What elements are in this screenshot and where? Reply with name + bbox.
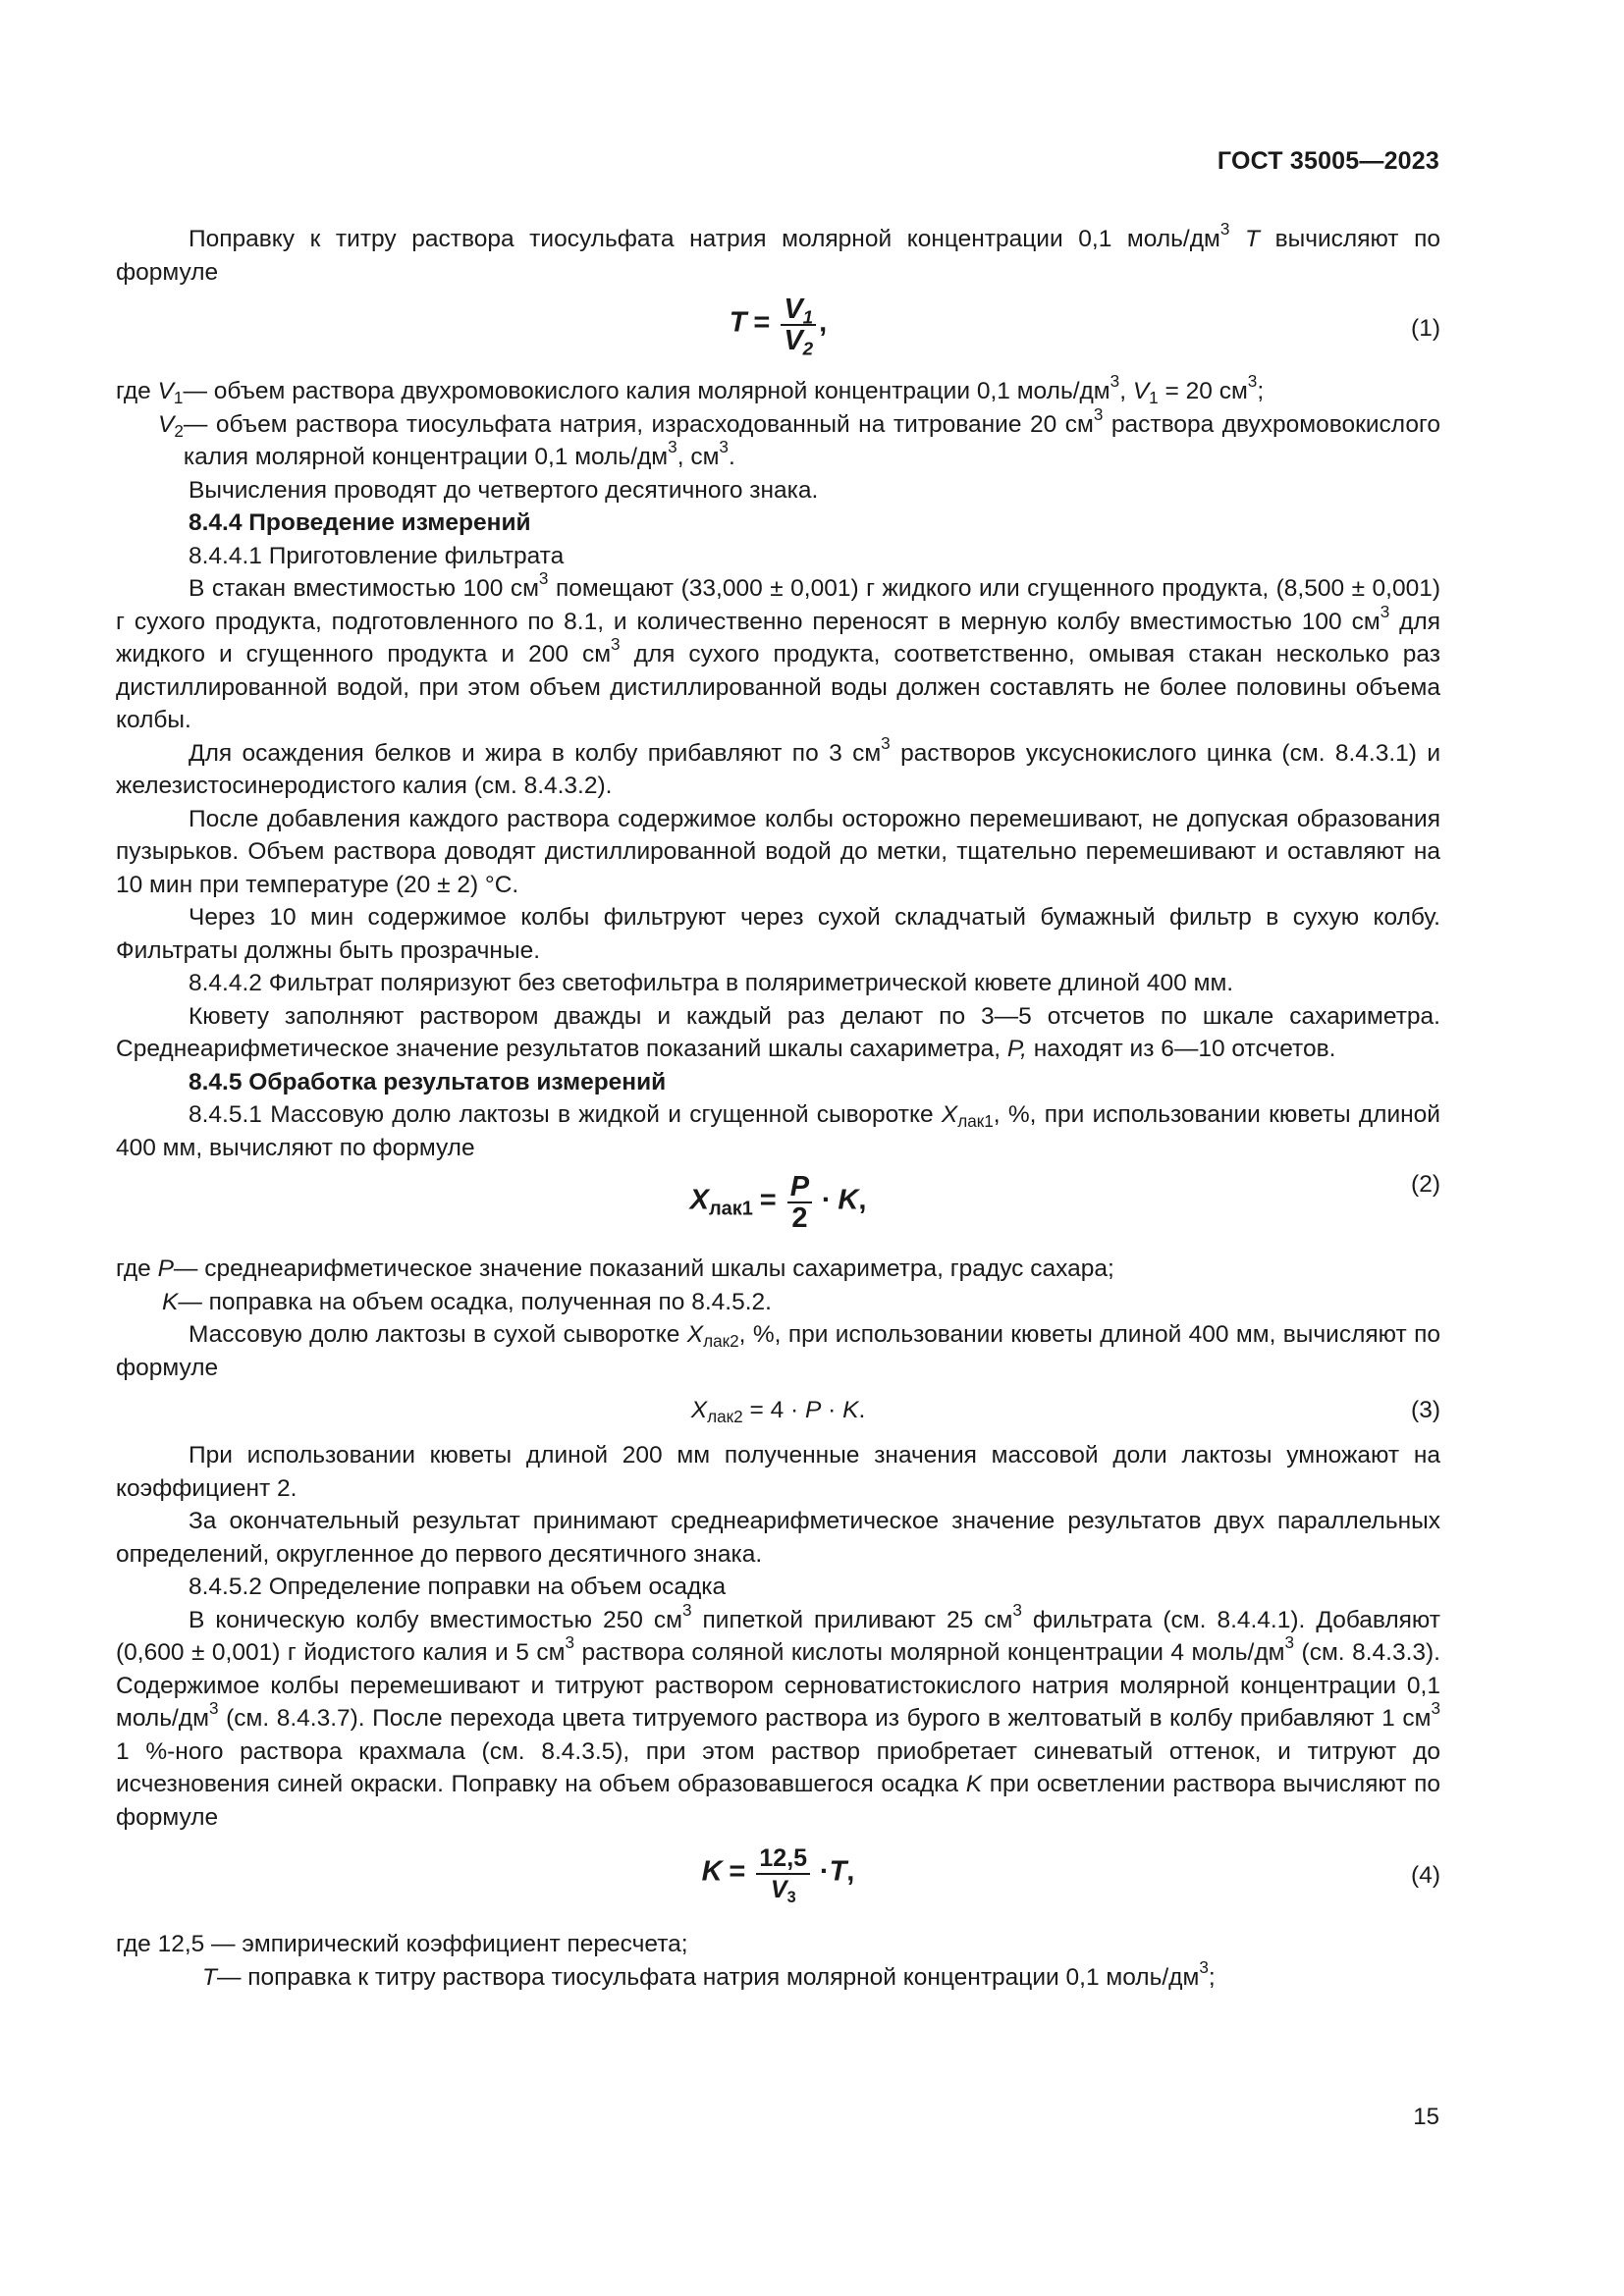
calc-note: Вычисления проводят до четвертого десятичного знака.	[189, 476, 819, 504]
where-4: где 12,5 — эмпирический коэффициент пересчета; T — поправка к титру раствора тиосульфата натрия молярной концентрации 0,1 моль/$дм^3$;	[116, 1931, 1216, 1991]
formula-3: $X_{лак2} = 4 \cdot P \cdot K$. (3)	[116, 1384, 1440, 1439]
paragraph-cuvette: Кювету заполняют раствором дважды и каждый раз делают по 3—5 отсчетов по шкале сахариметра. Среднеарифметическое значение результатов показаний шкалы сахариметра, P, находят из 6—10 отсчетов.	[116, 1002, 1440, 1062]
page-number: 15	[1413, 2104, 1439, 2130]
formula-1: T = $\frac{V_1}{V_2}$ , (1)	[729, 294, 1440, 359]
paragraph-dry-whey: Массовую долю лактозы в сухой сыворотке $X_{лак2}$, %, при использовании кюветы длиной 400 мм, вычисляют по формуле	[116, 1321, 1441, 1381]
subheading-8-4-5-2: 8.4.5.2 Определение поправки на объем осадка	[189, 1574, 727, 1600]
paragraph-final-result: За окончательный результат принимают среднеарифметическое значение результатов двух параллельных определений, округленное до первого десятичного знака.	[116, 1508, 1440, 1568]
formula-4-label: (4)	[1411, 1862, 1440, 1889]
where-1: где $V_1$ — объем раствора двухромовокислого калия молярной концентрации 0,1 моль/$дм^3$, $V_1 = 20$ $см^3$; $V_2$ — объем раствора тиосульфата натрия, израсходованный на титрование 20 $см^3$ раствора двухромовокислого калия молярной концентрации 0,1 моль/$дм^3$, $см^3$.	[116, 371, 1440, 470]
formula-1-label: (1)	[1411, 315, 1440, 342]
subheading-8-4-4-1: 8.4.4.1 Приготовление фильтрата	[189, 542, 565, 569]
paragraph-filtering: Через 10 мин содержимое колбы фильтруют через сухой складчатый бумажный фильтр в сухую колбу. Фильтраты должны быть прозрачные.	[116, 904, 1440, 964]
formula-2: $X_{лак1}$ = $\frac{P}{2}$ · K, (2)	[116, 1164, 1440, 1253]
formula-2-label: (2)	[1411, 1171, 1440, 1198]
document-code: ГОСТ 35005—2023	[1217, 147, 1439, 175]
formula-3-label: (3)	[1411, 1397, 1440, 1423]
paragraph-precipitation: Для осаждения белков и жира в колбу прибавляют по 3 $см^3$ растворов уксуснокислого цинка (см. 8.4.3.1) и железистосинеродистого калия (см. 8.4.3.2).	[116, 732, 1441, 799]
paragraph-8-4-5-1: 8.4.5.1 Массовую долю лактозы в жидкой и сгущенной сыворотке $X_{лак1}$, %, при использовании кюветы длиной 400 мм, вычисляют по формуле	[116, 1101, 1440, 1161]
subheading-8-4-4-2: 8.4.4.2 Фильтрат поляризуют без светофильтра в поляриметрической кювете длиной 400 мм.	[189, 970, 1234, 996]
paragraph-filtrate: В стакан вместимостью 100 $см^3$ помещают (33,000 ± 0,001) г жидкого или сгущенного продукта, (8,500 ± 0,001) г сухого продукта, подготовленного по 8.1, и количественно переносят в мерную колбу вместимостью 100 $см^3$ для жидкого и сгущенного продукта и 200 $см^3$ для сухого продукта, соответственно, омывая стакан несколько раз дистиллированной водой, при этом объем дистиллированной воды должен составлять не более половины объема колбы.	[116, 568, 1440, 733]
formula-4: K = $\frac{12,5}{V_3}$ ·T, (4)	[701, 1844, 1440, 1906]
heading-8-4-4: 8.4.4 Проведение измерений	[189, 509, 531, 536]
where-2: где P — среднеарифметическое значение показаний шкалы сахариметра, градус сахара; K — поправка на объем осадка, полученная по 8.4.5.2.	[116, 1255, 1114, 1315]
paragraph-cuvette-200: При использовании кюветы длиной 200 мм полученные значения массовой доли лактозы умножают на коэффициент 2.	[116, 1442, 1440, 1502]
document-body	[116, 219, 1441, 1994]
heading-8-4-5: 8.4.5 Обработка результатов измерений	[189, 1068, 667, 1095]
paragraph-mixing: После добавления каждого раствора содержимое колбы осторожно перемешивают, не допуская образования пузырьков. Объем раствора доводят дистиллированной водой до метки, тщательно перемешивают и оставляют на 10 мин при температуре (20 ± 2) °С.	[116, 805, 1440, 898]
intro-paragraph: Поправку к титру раствора тиосульфата натрия молярной концентрации 0,1 моль/$дм^3$ T вычисляют по формуле	[116, 219, 1441, 286]
paragraph-sediment: В коническую колбу вместимостью 250 $см^3$ пипеткой приливают 25 $см^3$ фильтрата (см. 8.4.4.1). Добавляют (0,600 ± 0,001) г йодистого калия и 5 $см^3$ раствора соляной кислоты молярной концентрации 4 моль/$дм^3$ (см. 8.4.3.3). Содержимое колбы перемешивают и титруют раствором серноватистокислого натрия молярной концентрации 0,1 моль/$дм^3$ (см. 8.4.3.7). После перехода цвета титруемого раствора из бурого в желтоватый в колбу прибавляют 1 $см^3$ 1 %-ного раствора крахмала (см. 8.4.3.5), при этом раствор приобретает синеватый оттенок, и титруют до исчезновения синей окраски. Поправку на объем образовавшегося осадка K при осветлении раствора вычисляют по формуле	[116, 1599, 1440, 1831]
